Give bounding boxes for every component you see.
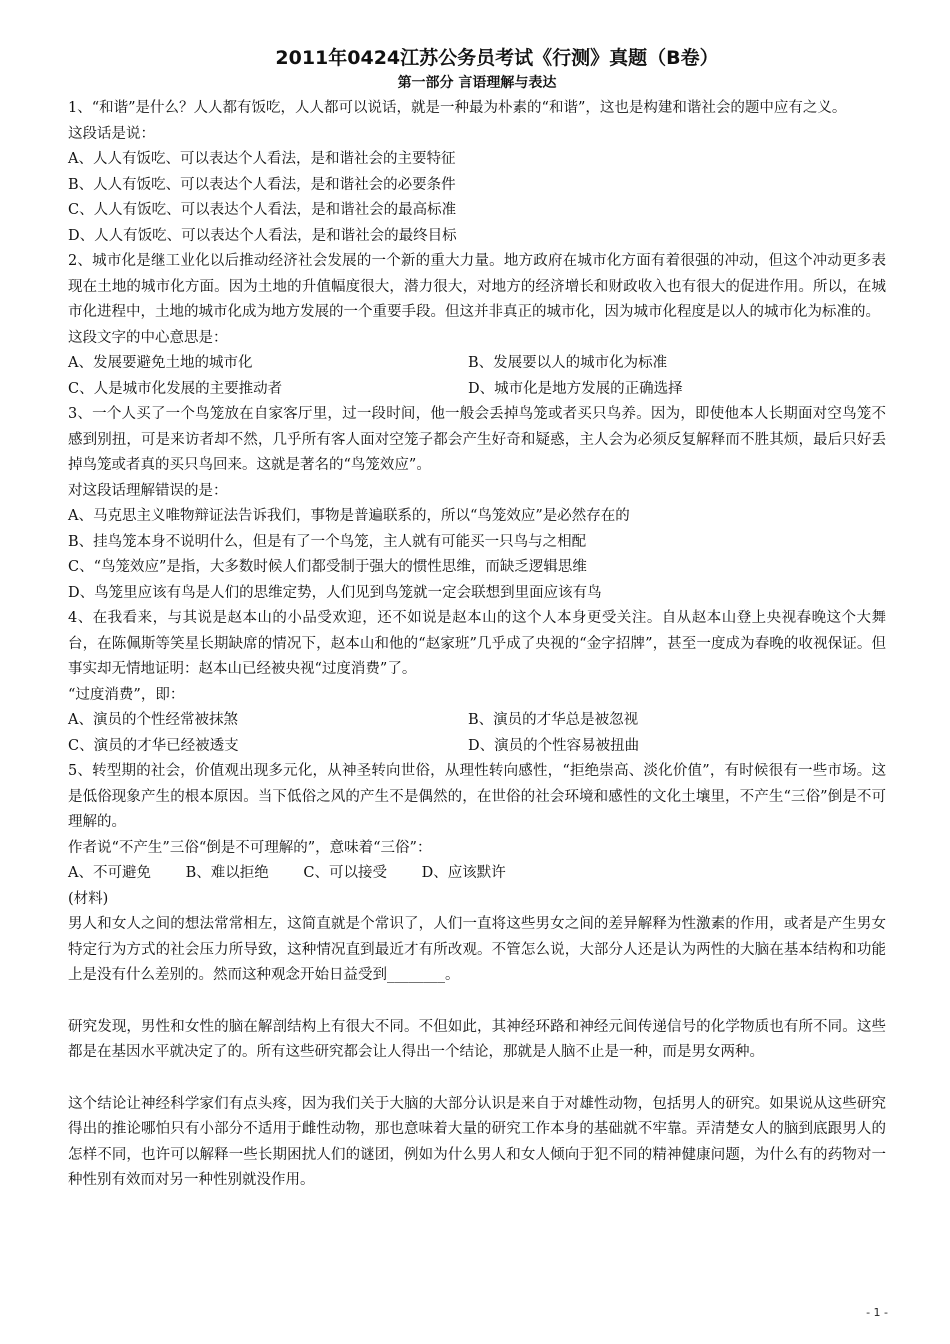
option-d: D、鸟笼里应该有鸟是人们的思维定势，人们见到鸟笼就一定会联想到里面应该有鸟 <box>68 584 602 601</box>
options-row <box>68 377 886 403</box>
option-a: A、人人有饭吃、可以表达个人看法，是和谐社会的主要特征 <box>68 151 456 167</box>
option-c: C、人人有饭吃、可以表达个人看法，是和谐社会的最高标准 <box>68 202 457 218</box>
question-4 <box>68 606 886 759</box>
question-prompt: “过度消费”，即： <box>68 686 185 703</box>
material-paragraph: 这个结论让神经科学家们有点头疼，因为我们关于大脑的大部分认识是来自于对雄性动物，包括男人的研究。如果说从这些研究得出的推论哪怕只有小部分不适用于雌性动物，那也意味着大量的研究工作本身的基础就不牢靠。弄清楚女人的脑到底跟男人的怎样不同，也许可以解释一些长期困扰人们的谜团，例如为什么男人和女人倾向于犯不同的精神健康问题，为什么有的药物对一种性别有效而对另一种性别就没作用。 <box>68 1095 886 1188</box>
reading-material <box>68 887 886 1194</box>
question-prompt: 这段话是说： <box>68 125 155 142</box>
option-d: D、演员的个性容易被扭曲 <box>468 737 640 754</box>
question-5 <box>68 759 886 887</box>
option-c: C、人是城市化发展的主要推动者 <box>68 380 283 397</box>
material-label: (材料) <box>68 890 109 907</box>
material-paragraph: 研究发现，男性和女性的脑在解剖结构上有很大不同。不但如此，其神经环路和神经元间传递信号的化学物质也有所不同。这些都是在基因水平就决定了的。所有这些研究都会让人得出一个结论，那就是人脑不止是一种，而是男女两种。 <box>68 1018 886 1060</box>
document-page <box>68 44 886 1194</box>
question-prompt: 对这段话理解错误的是： <box>68 482 228 499</box>
question-text: 5、转型期的社会，价值观出现多元化，从神圣转向世俗，从理性转向感性，“拒绝崇高、淡化价值”，有时候很有一些市场。这是低俗现象产生的根本原因。当下低俗之风的产生不是偶然的，在世俗的社会环境和感性的文化土壤里，不产生“三俗”倒是不可理解的。 <box>68 763 886 830</box>
option-a: A、不可避免 <box>68 865 151 881</box>
options-row <box>68 861 886 887</box>
question-text: 2、城市化是继工业化以后推动经济社会发展的一个新的重大力量。地方政府在城市化方面有着很强的冲动，但这个冲动更多表现在土地的城市化方面。因为土地的升值幅度很大，潜力很大，对地方的经济增长和财政收入也有很大的促进作用。所以，在城市化进程中，土地的城市化成为地方发展的一个重要手段。但这并非真正的城市化，因为城市化程度是以人的城市化为标准的。 <box>68 253 886 320</box>
option-a: A、马克思主义唯物辩证法告诉我们，事物是普遍联系的，所以“鸟笼效应”是必然存在的 <box>68 508 630 524</box>
material-paragraph: 男人和女人之间的想法常常相左，这简直就是个常识了，人们一直将这些男女之间的差异解释为性激素的作用，或者是产生男女特定行为方式的社会压力所导致，这种情况直到最近才有所改观。不管怎么说，大部分人还是认为两性的大脑在基本结构和功能上是没有什么差别的。然而这种观念开始日益受到________。 <box>68 916 886 983</box>
question-prompt: 这段文字的中心意思是： <box>68 329 228 346</box>
question-1 <box>68 96 886 249</box>
option-b: B、挂鸟笼本身不说明什么，但是有了一个鸟笼，主人就有可能买一只鸟与之相配 <box>68 533 587 550</box>
option-d: D、城市化是地方发展的正确选择 <box>468 380 683 397</box>
question-text: 3、一个人买了一个鸟笼放在自家客厅里，过一段时间，他一般会丢掉鸟笼或者买只鸟养。因为，即使他本人长期面对空鸟笼不感到别扭，可是来访者却不然，几乎所有客人面对空笼子都会产生好奇和疑惑，主人会为必须反复解释而不胜其烦，最后只好丢掉鸟笼或者真的买只鸟回来。这就是著名的“鸟笼效应”。 <box>68 406 886 473</box>
options-row <box>68 351 886 377</box>
question-3 <box>68 402 886 606</box>
question-2 <box>68 249 886 402</box>
question-prompt: 作者说“不产生”三俗“倒是不可理解的”，意味着“三俗”： <box>68 839 432 856</box>
options-row <box>68 708 886 734</box>
question-text: 1、“和谐”是什么？人人都有饭吃，人人都可以说话，就是一种最为朴素的“和谐”，这也是构建和谐社会的题中应有之义。 <box>68 100 847 116</box>
option-c: C、“鸟笼效应”是指，大多数时候人们都受制于强大的惯性思维，而缺乏逻辑思维 <box>68 559 587 575</box>
option-c: C、演员的才华已经被透支 <box>68 737 239 754</box>
option-b: B、发展要以人的城市化为标准 <box>468 355 668 371</box>
option-a: A、发展要避免土地的城市化 <box>68 355 253 371</box>
option-b: B、人人有饭吃、可以表达个人看法，是和谐社会的必要条件 <box>68 176 456 193</box>
option-b: B、难以拒绝 <box>185 865 269 881</box>
options-row <box>68 734 886 760</box>
option-d: D、应该默许 <box>421 865 506 881</box>
option-c: C、可以接受 <box>303 865 387 881</box>
option-a: A、演员的个性经常被抹煞 <box>68 712 238 728</box>
question-text: 4、在我看来，与其说是赵本山的小品受欢迎，还不如说是赵本山的这个人本身更受关注。自从赵本山登上央视春晚这个大舞台，在陈佩斯等笑星长期缺席的情况下，赵本山和他的“赵家班”几乎成了央视的“金字招牌”，甚至一度成为春晚的收视保证。但事实却无情地证明：赵本山已经被央视“过度消费”了。 <box>68 610 886 677</box>
page-number: - 1 - <box>866 1306 888 1319</box>
section-heading: 第一部分 言语理解与表达 <box>397 75 557 91</box>
option-b: B、演员的才华总是被忽视 <box>468 712 639 728</box>
document-title: 2011年0424江苏公务员考试《行测》真题（B卷） <box>275 47 719 69</box>
option-d: D、人人有饭吃、可以表达个人看法，是和谐社会的最终目标 <box>68 227 457 244</box>
